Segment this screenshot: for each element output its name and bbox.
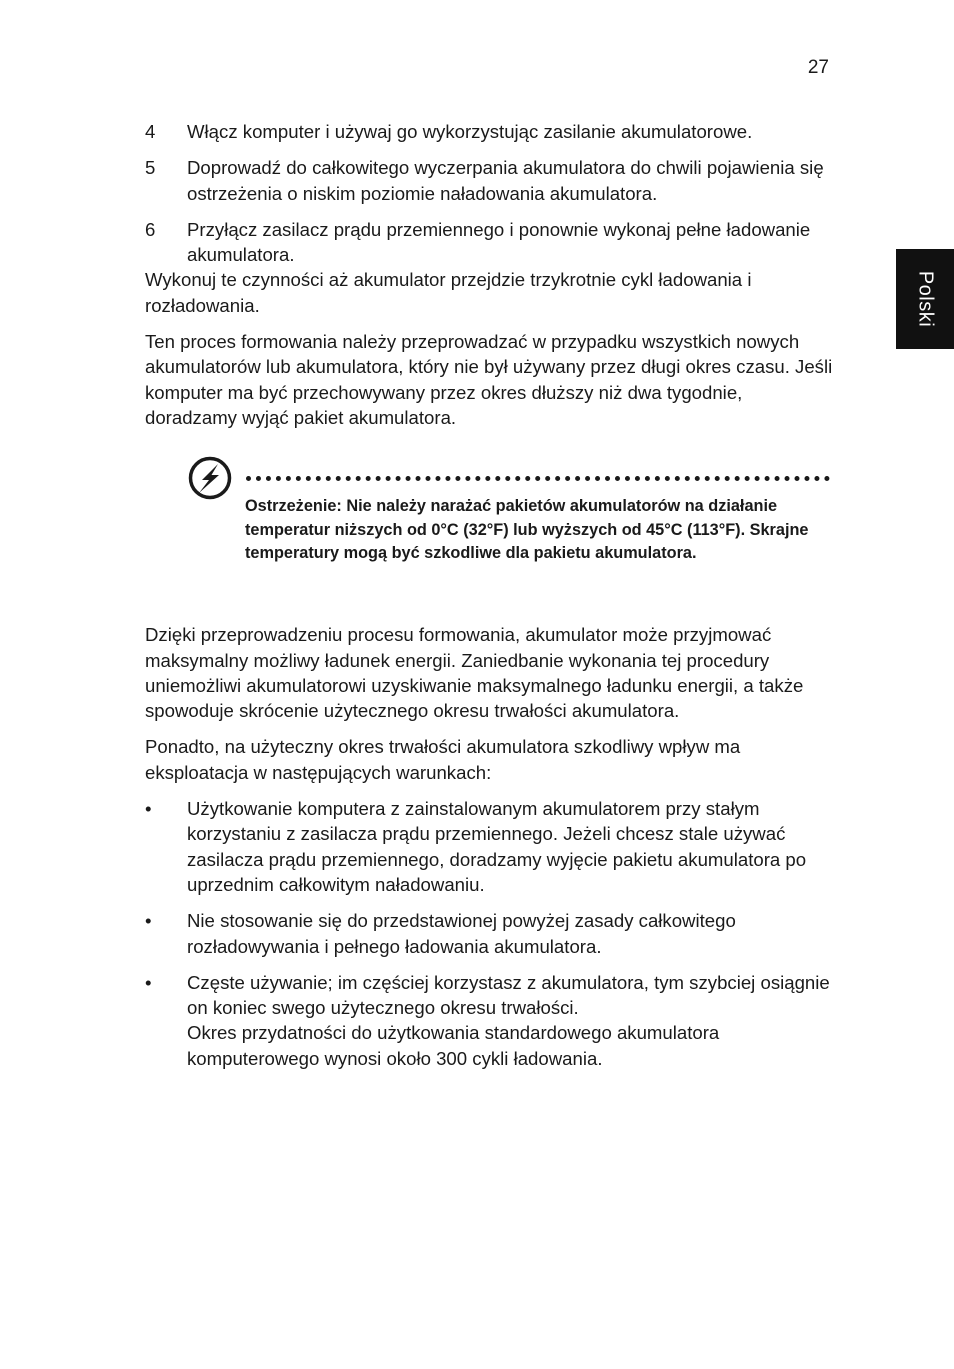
step-number: 5 [145, 157, 156, 179]
bullet-icon: • [145, 971, 152, 993]
language-tab [896, 249, 954, 349]
step-number: 4 [145, 121, 156, 142]
list-item-extra-text: Okres przydatności do użytkowania standardowego akumulatora komputerowego wynosi około 300 cykli ładowania. [187, 1022, 720, 1069]
list-item [145, 796, 835, 897]
paragraph-formation: Ten proces formowania należy przeprowadzać w przypadku wszystkich nowych akumulatorów lub akumulatora, który nie był używany przez długi okres czasu. Jeśli komputer ma być przechowywany przez okres dłuższy niż dwa tygodnie, doradzamy wyjąć pakiet akumulatora. [145, 331, 833, 428]
step-item [145, 217, 835, 268]
paragraph-benefit: Dzięki przeprowadzeniu procesu formowania, akumulator może przyjmować maksymalny możliwy ładunek energii. Zaniedbanie wykonania tej procedury uniemożliwi akumulatorowi uzyskiwanie maksymalnego ładunku energii, a także spowoduje skrócenie użytecznego okresu trwałości akumulatora. [145, 624, 804, 722]
list-item [145, 970, 835, 1071]
step-item [145, 119, 835, 144]
language-tab-label: Polski [914, 270, 937, 328]
lightning-warning-icon [188, 456, 232, 500]
page-number: 27 [807, 57, 829, 78]
warning-box [188, 456, 835, 594]
page-content [145, 119, 835, 1082]
step-text: Przyłącz zasilacz prądu przemiennego i ponownie wykonaj pełne ładowanie akumulatora. [187, 218, 811, 266]
warning-text: Ostrzeżenie: Nie należy narażać pakietów akumulatorów na działanie temperatur niższych od 0°C (32°F) lub wyższych od 45°C (113°F). Skrajne temperatury mogą być szkodliwe dla pakietu akumulatora. [245, 497, 809, 563]
bullet-icon: • [145, 910, 152, 932]
list-item-text: Częste używanie; im częściej korzystasz z akumulatora, tym szybciej osiągnie on koniec swego użytecznego okresu trwałości. [187, 971, 830, 1019]
bullet-icon: • [145, 798, 152, 820]
step-text: Doprowadź do całkowitego wyczerpania akumulatora do chwili pojawienia się ostrzeżenia o niskim poziomie naładowania akumulatora. [187, 157, 824, 204]
step-text: Włącz komputer i używaj go wykorzystując zasilanie akumulatorowe. [187, 121, 753, 142]
paragraph-cycle: Wykonuj te czynności aż akumulator przejdzie trzykrotnie cykl ładowania i rozładowania. [145, 269, 752, 316]
warning-divider [246, 476, 830, 481]
step-number: 6 [145, 218, 156, 240]
list-item-text: Użytkowanie komputera z zainstalowanym akumulatorem przy stałym korzystaniu z zasilacza prądu przemiennego. Jeżeli chcesz stale używać zasilacza prądu przemiennego, doradzamy wyjęcie pakietu akumulatora po uprzednim całkowitym naładowaniu. [187, 798, 807, 895]
step-item [145, 155, 835, 206]
list-item-text: Nie stosowanie się do przedstawionej powyżej zasady całkowitego rozładowywania i pełnego ładowania akumulatora. [187, 910, 736, 957]
paragraph-conditions: Ponadto, na użyteczny okres trwałości akumulatora szkodliwy wpływ ma eksploatacja w następujących warunkach: [145, 736, 741, 783]
list-item [145, 908, 835, 959]
